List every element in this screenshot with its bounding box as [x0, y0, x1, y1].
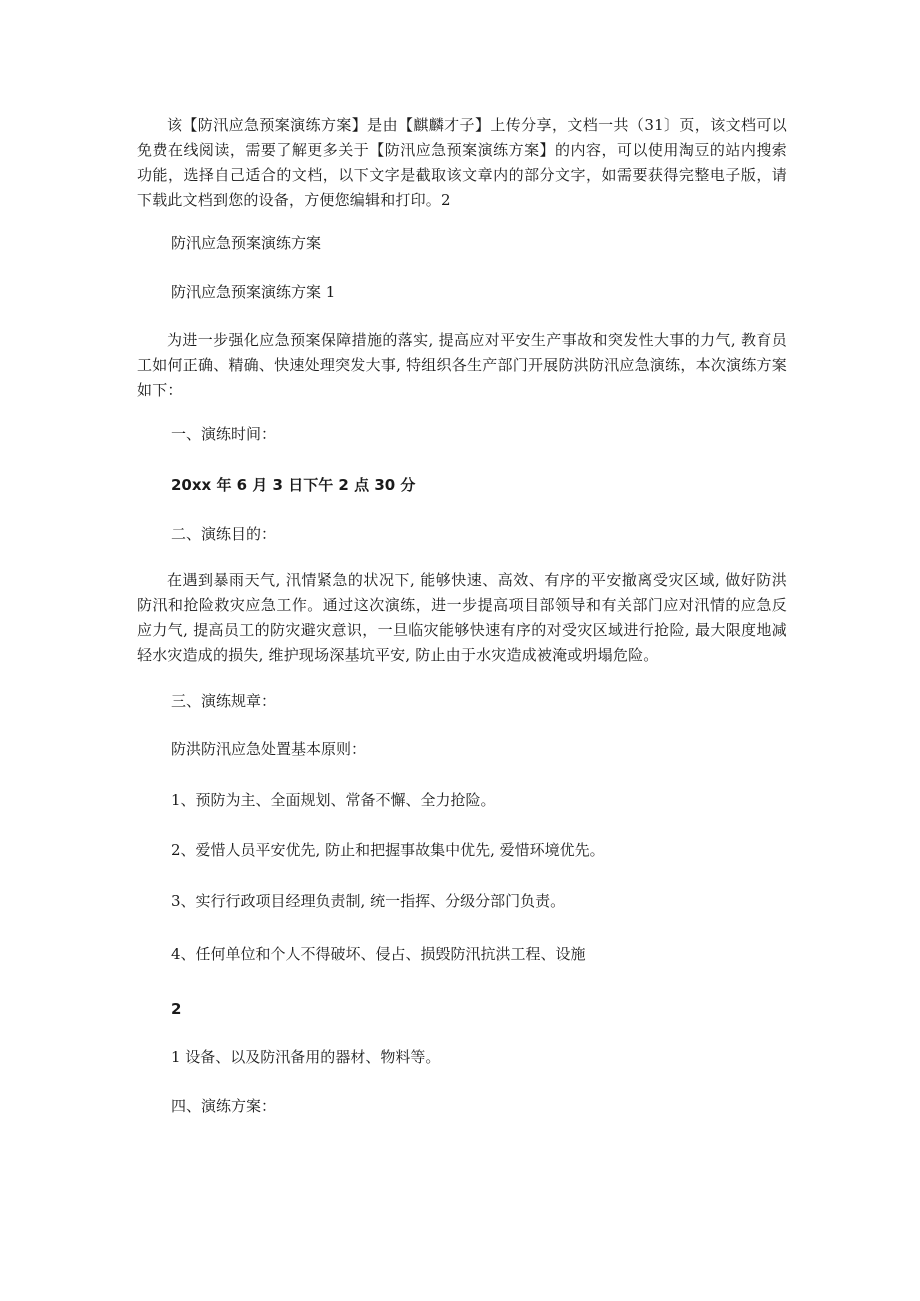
section-1-time: 20xx 年 6 月 3 日下午 2 点 30 分 — [171, 476, 416, 494]
rule-item: 1、预防为主、全面规划、常备不懈、全力抢险。 — [171, 791, 496, 809]
document-title: 防汛应急预案演练方案 — [171, 234, 322, 252]
section-1-heading: 一、演练时间： — [171, 425, 277, 443]
section-4-heading: 四、演练方案： — [171, 1097, 277, 1115]
section-3-subheading: 防洪防汛应急处置基本原则： — [171, 740, 367, 758]
intro-paragraph: 该【防汛应急预案演练方案】是由【麒麟才子】上传分享，文档一共（31〕页，该文档可以免费在线阅读，需要了解更多关于【防汛应急预案演练方案】的内容，可以使用淘豆的站内搜索功能，选择自己适合的文档，以下文字是截取该文章内的部分文字，如需要获得完整电子版，请下载此文档到您的设备，方便您编辑和打印。2 — [137, 116, 787, 209]
document-subtitle: 防汛应急预案演练方案 1 — [171, 283, 336, 301]
rule-item: 2、爱惜人员平安优先, 防止和把握事故集中优先, 爱惜环境优先。 — [171, 841, 605, 859]
section-2-heading: 二、演练目的： — [171, 525, 277, 543]
rule-item: 4、任何单位和个人不得破坏、侵占、损毁防汛抗洪工程、设施 — [171, 945, 586, 963]
rule-item: 3、实行行政项目经理负责制, 统一指挥、分级分部门负责。 — [171, 892, 566, 910]
paragraph-objective: 在遇到暴雨天气, 汛情紧急的状况下, 能够快速、高效、有序的平安撤离受灾区域, 做好防洪防汛和抢险救灾应急工作。通过这次演练，进一步提高项目部领导和有关部门应对汛情的应急反应力气, 提高员工的防灾避灾意识，一旦临灾能够快速有序的对受灾区域进行抢险, 最大限度地减轻水灾造成的损失, 维护现场深基坑平安, 防止由于水灾造成被淹或坍塌危险。 — [137, 571, 787, 664]
continuation-line: 1 设备、以及防汛备用的器材、物料等。 — [171, 1048, 441, 1066]
paragraph-purpose-intro: 为进一步强化应急预案保障措施的落实, 提高应对平安生产事故和突发性大事的力气, 教育员工如何正确、精确、快速处理突发大事, 特组织各生产部门开展防洪防汛应急演练，本次演练方案如下： — [137, 331, 787, 399]
page-number: 2 — [171, 1000, 182, 1018]
section-3-heading: 三、演练规章： — [171, 692, 277, 710]
